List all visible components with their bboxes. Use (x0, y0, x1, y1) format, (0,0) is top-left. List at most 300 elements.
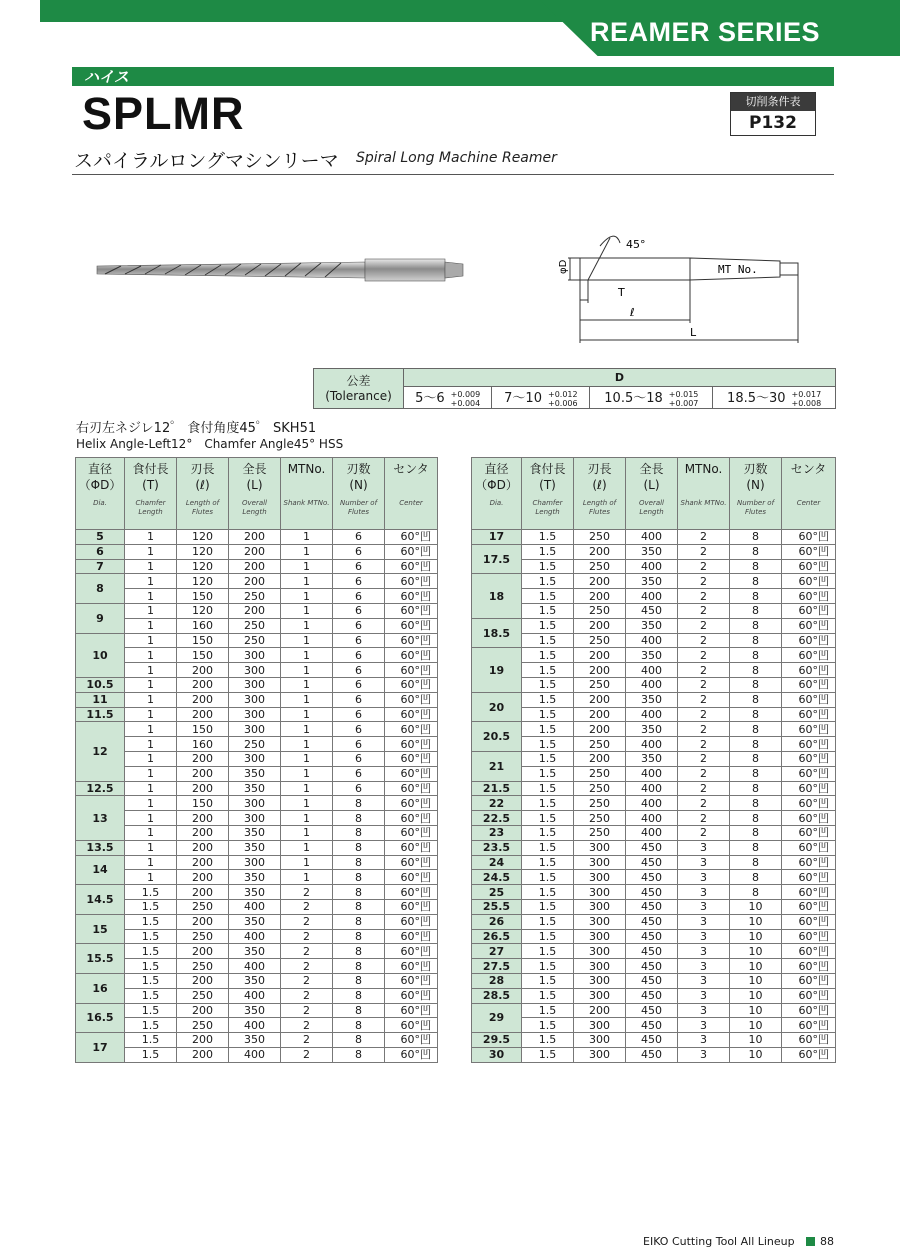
tolerance-table (313, 368, 836, 409)
table-cell: 2 (678, 589, 730, 604)
table-cell: 250 (574, 559, 626, 574)
table-cell: 60°凹 (782, 618, 836, 633)
table-cell: 1 (281, 677, 333, 692)
dia-cell: 28.5 (472, 988, 522, 1003)
table-cell: 2 (678, 751, 730, 766)
table-cell: 8 (730, 603, 782, 618)
table-cell: 3 (678, 1018, 730, 1033)
table-cell: 8 (333, 796, 385, 811)
table-cell: 2 (281, 899, 333, 914)
table-cell: 8 (730, 751, 782, 766)
table-header-row (76, 458, 438, 530)
dimension-diagram (540, 218, 820, 348)
table-row (76, 1033, 438, 1048)
table-cell: 1.5 (522, 885, 574, 900)
table-cell: 350 (229, 1033, 281, 1048)
table-cell: 1.5 (522, 959, 574, 974)
table-cell: 8 (730, 677, 782, 692)
table-cell: 1 (281, 574, 333, 589)
tolerance-range-cell (713, 387, 836, 409)
table-cell: 8 (333, 1003, 385, 1018)
table-cell: 1.5 (522, 973, 574, 988)
table-cell: 60°凹 (782, 589, 836, 604)
table-cell: 300 (574, 840, 626, 855)
column-header: 刃長 (ℓ) Length of Flutes (574, 458, 626, 530)
table-cell: 60°凹 (782, 781, 836, 796)
tolerance-range: 18.5～30 (727, 391, 786, 406)
dia-cell: 21 (472, 751, 522, 781)
dia-cell: 28 (472, 973, 522, 988)
table-cell: 250 (574, 603, 626, 618)
column-header: 刃数 (N) Number of Flutes (730, 458, 782, 530)
table-cell: 1 (125, 677, 177, 692)
tolerance-deviation: +0.017 +0.008 (791, 390, 822, 408)
table-cell: 300 (574, 944, 626, 959)
table-cell: 1 (125, 781, 177, 796)
table-cell: 8 (333, 825, 385, 840)
spec-table-right (471, 457, 836, 1063)
table-cell: 300 (229, 663, 281, 678)
dia-cell: 17 (76, 1033, 125, 1063)
table-cell: 60°凹 (782, 840, 836, 855)
table-cell: 60°凹 (782, 677, 836, 692)
dia-cell: 15 (76, 914, 125, 944)
table-cell: 2 (281, 1047, 333, 1062)
table-cell: 10 (730, 929, 782, 944)
table-cell: 8 (730, 766, 782, 781)
table-row (76, 914, 438, 929)
table-cell: 60°凹 (385, 692, 438, 707)
dia-cell: 11.5 (76, 707, 125, 722)
table-cell: 8 (333, 840, 385, 855)
table-cell: 1.5 (522, 633, 574, 648)
table-cell: 8 (333, 870, 385, 885)
table-cell: 1 (281, 781, 333, 796)
tolerance-range: 7～10 (504, 391, 542, 406)
table-cell: 1 (125, 633, 177, 648)
table-cell: 60°凹 (782, 574, 836, 589)
table-cell: 200 (177, 825, 229, 840)
table-cell: 1 (281, 751, 333, 766)
table-cell: 2 (678, 618, 730, 633)
dia-cell: 22 (472, 796, 522, 811)
dia-cell: 18 (472, 574, 522, 618)
table-row (472, 544, 836, 559)
table-cell: 60°凹 (782, 1003, 836, 1018)
table-cell: 8 (730, 781, 782, 796)
table-cell: 8 (730, 589, 782, 604)
table-cell: 400 (229, 1018, 281, 1033)
table-cell: 1.5 (522, 544, 574, 559)
dia-cell: 22.5 (472, 811, 522, 826)
tolerance-range-cell (492, 387, 590, 409)
table-cell: 350 (229, 1003, 281, 1018)
table-cell: 1 (281, 618, 333, 633)
table-cell: 1 (281, 544, 333, 559)
dia-cell: 20 (472, 692, 522, 722)
table-cell: 200 (574, 751, 626, 766)
table-cell: 1 (281, 796, 333, 811)
table-cell: 1 (281, 766, 333, 781)
table-cell: 400 (626, 589, 678, 604)
table-cell: 200 (177, 692, 229, 707)
table-cell: 60°凹 (782, 766, 836, 781)
table-cell: 300 (574, 959, 626, 974)
table-cell: 200 (574, 544, 626, 559)
tolerance-label-jp: 公差 (346, 373, 371, 388)
table-cell: 60°凹 (385, 1047, 438, 1062)
table-row (76, 1047, 438, 1062)
table-cell: 6 (333, 618, 385, 633)
table-cell: 60°凹 (385, 574, 438, 589)
dia-cell: 24 (472, 855, 522, 870)
table-cell: 6 (333, 677, 385, 692)
table-cell: 200 (177, 855, 229, 870)
dia-cell: 5 (76, 530, 125, 545)
table-cell: 8 (730, 559, 782, 574)
table-cell: 300 (574, 988, 626, 1003)
table-cell: 1.5 (522, 559, 574, 574)
table-cell: 250 (574, 796, 626, 811)
table-cell: 1.5 (522, 1033, 574, 1048)
diagram-l-label: ℓ (630, 306, 635, 319)
table-cell: 6 (333, 559, 385, 574)
table-cell: 300 (574, 899, 626, 914)
table-cell: 250 (574, 825, 626, 840)
table-cell: 8 (333, 959, 385, 974)
table-cell: 300 (229, 811, 281, 826)
table-cell: 8 (333, 1047, 385, 1062)
dia-cell: 26 (472, 914, 522, 929)
table-cell: 250 (574, 677, 626, 692)
table-cell: 2 (281, 1003, 333, 1018)
table-cell: 450 (626, 973, 678, 988)
table-cell: 60°凹 (385, 618, 438, 633)
table-row (472, 929, 836, 944)
table-row (472, 692, 836, 707)
table-cell: 300 (229, 692, 281, 707)
table-cell: 200 (574, 1003, 626, 1018)
table-cell: 160 (177, 737, 229, 752)
table-cell: 8 (333, 1033, 385, 1048)
table-cell: 1.5 (522, 855, 574, 870)
footer-page-number: 88 (820, 1235, 834, 1248)
table-cell: 60°凹 (385, 885, 438, 900)
table-cell: 6 (333, 589, 385, 604)
table-cell: 60°凹 (782, 663, 836, 678)
table-cell: 400 (626, 811, 678, 826)
table-cell: 60°凹 (782, 692, 836, 707)
table-row (472, 973, 836, 988)
table-cell: 250 (574, 766, 626, 781)
table-cell: 400 (229, 959, 281, 974)
table-cell: 8 (333, 988, 385, 1003)
column-header: センタ Center (782, 458, 836, 530)
dia-cell: 29 (472, 1003, 522, 1033)
table-row (472, 603, 836, 618)
table-cell: 6 (333, 530, 385, 545)
table-cell: 3 (678, 885, 730, 900)
table-cell: 120 (177, 530, 229, 545)
dia-cell: 25 (472, 885, 522, 900)
reamer-illustration-icon (95, 250, 475, 290)
dia-cell: 23 (472, 825, 522, 840)
table-cell: 60°凹 (782, 737, 836, 752)
table-cell: 2 (281, 988, 333, 1003)
table-cell: 1 (125, 855, 177, 870)
table-cell: 200 (229, 603, 281, 618)
table-cell: 350 (229, 914, 281, 929)
table-cell: 6 (333, 544, 385, 559)
table-cell: 300 (574, 885, 626, 900)
table-cell: 6 (333, 574, 385, 589)
dia-cell: 6 (76, 544, 125, 559)
table-cell: 1 (281, 559, 333, 574)
table-cell: 60°凹 (385, 677, 438, 692)
spec-en: Helix Angle-Left12° Chamfer Angle45° HSS (76, 437, 344, 451)
table-cell: 6 (333, 722, 385, 737)
table-row (76, 885, 438, 900)
dia-cell: 14 (76, 855, 125, 885)
table-cell: 120 (177, 544, 229, 559)
table-row (472, 618, 836, 633)
table-cell: 200 (229, 544, 281, 559)
table-cell: 200 (229, 530, 281, 545)
cutting-conditions-box[interactable] (730, 92, 816, 136)
tolerance-deviation: +0.015 +0.007 (668, 390, 699, 408)
table-cell: 400 (626, 559, 678, 574)
table-cell: 60°凹 (782, 707, 836, 722)
table-cell: 300 (574, 1018, 626, 1033)
table-cell: 400 (626, 663, 678, 678)
table-cell: 200 (177, 677, 229, 692)
table-cell: 3 (678, 899, 730, 914)
table-cell: 200 (177, 1003, 229, 1018)
table-cell: 150 (177, 796, 229, 811)
table-cell: 3 (678, 840, 730, 855)
table-cell: 1 (125, 692, 177, 707)
table-cell: 200 (177, 811, 229, 826)
table-row (76, 559, 438, 574)
table-cell: 400 (229, 988, 281, 1003)
table-row (472, 1003, 836, 1018)
dia-cell: 8 (76, 574, 125, 604)
table-cell: 250 (574, 530, 626, 545)
table-cell: 300 (229, 677, 281, 692)
table-cell: 1.5 (522, 766, 574, 781)
table-cell: 8 (333, 929, 385, 944)
series-title: REAMER SERIES (589, 17, 820, 47)
table-cell: 200 (177, 663, 229, 678)
table-row (472, 633, 836, 648)
table-cell: 300 (229, 751, 281, 766)
table-cell: 200 (177, 885, 229, 900)
table-cell: 60°凹 (385, 737, 438, 752)
table-cell: 200 (177, 707, 229, 722)
table-row (472, 574, 836, 589)
table-cell: 10 (730, 988, 782, 1003)
table-cell: 350 (626, 648, 678, 663)
table-cell: 60°凹 (385, 914, 438, 929)
tolerance-label-en: (Tolerance) (325, 388, 392, 403)
table-row (76, 796, 438, 811)
product-name-en: Spiral Long Machine Reamer (356, 150, 557, 166)
diagram-angle: 45° (626, 238, 646, 251)
table-cell: 350 (626, 692, 678, 707)
table-cell: 200 (177, 1047, 229, 1062)
table-cell: 3 (678, 988, 730, 1003)
table-cell: 1.5 (522, 677, 574, 692)
table-cell: 200 (177, 751, 229, 766)
table-row (76, 781, 438, 796)
table-row (76, 530, 438, 545)
product-code: SPLMR (82, 88, 245, 139)
table-cell: 1.5 (522, 825, 574, 840)
table-cell: 400 (229, 929, 281, 944)
table-cell: 60°凹 (782, 1033, 836, 1048)
table-cell: 60°凹 (385, 899, 438, 914)
table-cell: 450 (626, 929, 678, 944)
table-cell: 60°凹 (782, 633, 836, 648)
table-cell: 200 (177, 944, 229, 959)
table-cell: 60°凹 (385, 1003, 438, 1018)
dia-cell: 9 (76, 603, 125, 633)
table-cell: 1.5 (125, 1018, 177, 1033)
table-cell: 250 (177, 1018, 229, 1033)
table-cell: 300 (574, 973, 626, 988)
table-cell: 2 (678, 544, 730, 559)
table-cell: 8 (730, 648, 782, 663)
table-row (76, 589, 438, 604)
product-name-jp: スパイラルロングマシンリーマ (74, 150, 339, 172)
dia-cell: 23.5 (472, 840, 522, 855)
table-cell: 8 (333, 1018, 385, 1033)
table-cell: 10 (730, 1018, 782, 1033)
table-row (76, 751, 438, 766)
table-row (76, 840, 438, 855)
table-row (76, 603, 438, 618)
table-row (472, 1033, 836, 1048)
dia-cell: 15.5 (76, 944, 125, 974)
table-row (76, 737, 438, 752)
table-cell: 60°凹 (782, 544, 836, 559)
table-cell: 2 (281, 885, 333, 900)
table-cell: 6 (333, 766, 385, 781)
table-cell: 10 (730, 973, 782, 988)
table-cell: 200 (177, 1033, 229, 1048)
table-cell: 1 (125, 663, 177, 678)
table-row (472, 988, 836, 1003)
table-cell: 60°凹 (385, 1018, 438, 1033)
column-header: MTNo. Shank MTNo. (281, 458, 333, 530)
tolerance-deviation: +0.009 +0.004 (450, 390, 481, 408)
table-cell: 1 (125, 618, 177, 633)
column-header: 全長 (L) Overall Length (626, 458, 678, 530)
table-cell: 1 (281, 870, 333, 885)
table-cell: 2 (678, 559, 730, 574)
table-cell: 350 (626, 751, 678, 766)
table-cell: 200 (574, 618, 626, 633)
table-cell: 250 (574, 737, 626, 752)
table-row (472, 840, 836, 855)
table-cell: 450 (626, 959, 678, 974)
table-cell: 8 (333, 944, 385, 959)
spec-table-left (75, 457, 438, 1063)
table-cell: 1.5 (125, 988, 177, 1003)
table-row (472, 825, 836, 840)
table-cell: 120 (177, 603, 229, 618)
cutting-conditions-page[interactable]: P132 (749, 113, 797, 133)
table-cell: 300 (229, 707, 281, 722)
table-cell: 60°凹 (385, 648, 438, 663)
table-cell: 450 (626, 603, 678, 618)
table-cell: 60°凹 (385, 544, 438, 559)
table-cell: 10 (730, 959, 782, 974)
table-cell: 350 (229, 766, 281, 781)
column-header: 直径 （ΦD） Dia. (76, 458, 125, 530)
table-row (76, 766, 438, 781)
table-cell: 1.5 (125, 1033, 177, 1048)
table-cell: 2 (678, 530, 730, 545)
table-cell: 1 (125, 589, 177, 604)
dia-cell: 12 (76, 722, 125, 781)
table-cell: 1.5 (125, 1047, 177, 1062)
table-row (76, 707, 438, 722)
table-cell: 10 (730, 1003, 782, 1018)
table-cell: 1 (281, 589, 333, 604)
table-cell: 400 (626, 796, 678, 811)
table-row (472, 944, 836, 959)
dia-cell: 14.5 (76, 885, 125, 915)
table-cell: 300 (574, 1047, 626, 1062)
table-row (76, 574, 438, 589)
tolerance-range: 5～6 (415, 391, 445, 406)
table-cell: 8 (730, 618, 782, 633)
table-cell: 1.5 (522, 603, 574, 618)
table-cell: 1 (125, 840, 177, 855)
table-cell: 350 (229, 973, 281, 988)
table-cell: 1.5 (522, 574, 574, 589)
dia-cell: 20.5 (472, 722, 522, 752)
table-row (472, 959, 836, 974)
table-cell: 450 (626, 885, 678, 900)
table-header-row (472, 458, 836, 530)
dia-cell: 16 (76, 973, 125, 1003)
table-cell: 300 (229, 855, 281, 870)
table-cell: 60°凹 (385, 796, 438, 811)
table-cell: 1 (125, 870, 177, 885)
table-cell: 8 (730, 707, 782, 722)
table-cell: 6 (333, 633, 385, 648)
table-cell: 6 (333, 692, 385, 707)
table-cell: 1.5 (522, 589, 574, 604)
table-cell: 350 (229, 781, 281, 796)
table-cell: 2 (678, 781, 730, 796)
material-bar (72, 67, 834, 86)
table-cell: 1.5 (125, 899, 177, 914)
dia-cell: 10.5 (76, 677, 125, 692)
dia-cell: 16.5 (76, 1003, 125, 1033)
table-cell: 250 (574, 633, 626, 648)
table-cell: 1.5 (522, 722, 574, 737)
table-cell: 60°凹 (385, 751, 438, 766)
table-cell: 8 (730, 722, 782, 737)
table-cell: 2 (678, 737, 730, 752)
table-row (472, 885, 836, 900)
table-cell: 1 (125, 722, 177, 737)
table-cell: 350 (626, 544, 678, 559)
table-cell: 2 (281, 959, 333, 974)
